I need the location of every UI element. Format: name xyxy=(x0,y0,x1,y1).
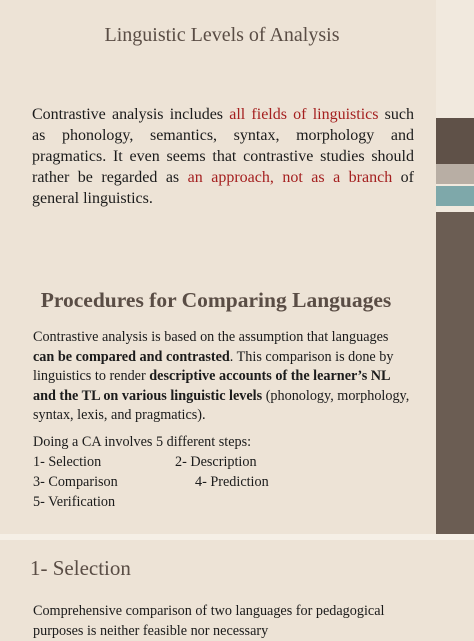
step-item: 1- Selection xyxy=(33,454,102,470)
highlight-text: an approach, not as a branch xyxy=(187,169,393,186)
stripe-dark-bottom xyxy=(436,212,474,266)
stripe-teal xyxy=(436,186,474,206)
bold-text: can be compared and contrasted xyxy=(33,348,230,365)
text-segment: Contrastive analysis is based on the assumption that languages xyxy=(33,329,389,345)
slide-title: Linguistic Levels of Analysis xyxy=(104,24,340,46)
slide-selection xyxy=(0,540,474,639)
slide-title: Procedures for Comparing Languages xyxy=(40,288,392,312)
text-segment: of general linguistics. xyxy=(32,169,415,207)
text-segment: Contrastive analysis includes xyxy=(32,106,230,123)
slide-paragraph: Comprehensive comparison of two languages for pedagogical purposes is neither feasible nor necessary xyxy=(33,603,385,639)
slide-paragraph xyxy=(32,104,414,209)
slide-paragraph xyxy=(33,328,411,426)
slide-procedures xyxy=(0,266,474,534)
stripe-gray xyxy=(436,164,474,184)
slide-linguistic-levels xyxy=(0,0,474,266)
step-item: 5- Verification xyxy=(33,494,116,510)
text-segment: such as phonology, semantics, syntax, morphology and pragmatics. It even seems that contrastive studies should rather be regarded as xyxy=(32,106,415,186)
steps-intro: Doing a CA involves 5 different steps: xyxy=(33,434,252,450)
decorative-stripes xyxy=(436,0,474,266)
decorative-stripe-band xyxy=(436,266,474,534)
text-segment: (phonology, morphology, syntax, lexis, and pragmatics). xyxy=(33,387,410,423)
step-item: 4- Prediction xyxy=(195,474,269,490)
text-segment: . This comparison is done by linguistics to render xyxy=(33,348,394,384)
stripe-dark xyxy=(436,118,474,164)
highlight-text: all fields of linguistics xyxy=(229,106,379,123)
slide-title: 1- Selection xyxy=(30,556,131,580)
step-item: 3- Comparison xyxy=(33,474,118,490)
step-item: 2- Description xyxy=(175,454,257,470)
bold-text: descriptive accounts of the learner’s NL and the TL on various linguistic levels xyxy=(33,368,390,404)
